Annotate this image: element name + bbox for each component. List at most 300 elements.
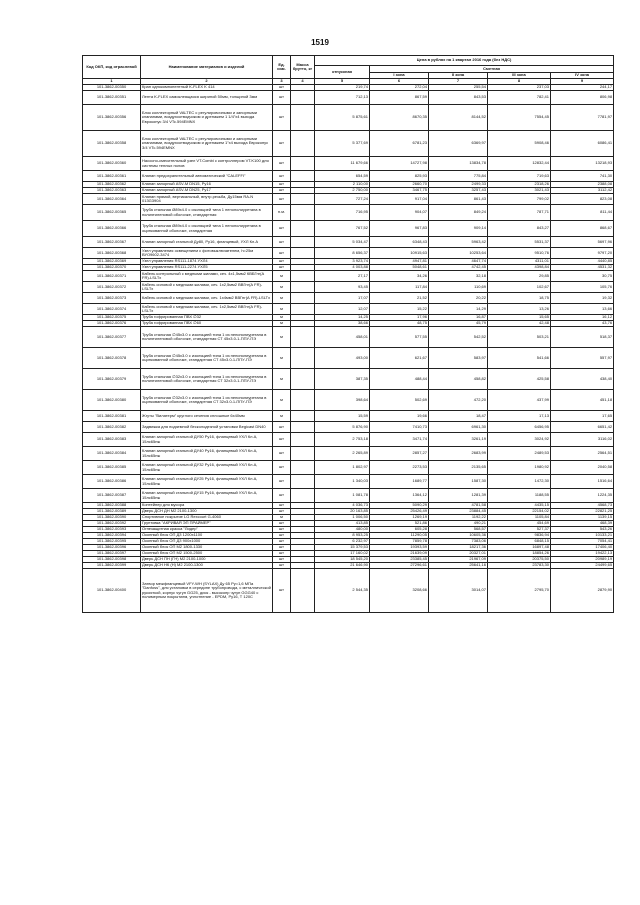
header-zone-3: III зона bbox=[488, 73, 551, 79]
price-release: 1 802,97 bbox=[315, 461, 370, 475]
price-zone-4: 6651,42 bbox=[551, 422, 614, 433]
price-release: 5 034,47 bbox=[315, 237, 370, 248]
price-zone-2: 18217,36 bbox=[429, 545, 488, 551]
item-name: Клапан запорный ASV-M DN15, Ру16 bbox=[141, 182, 273, 188]
item-code: 101-3862-00393 bbox=[83, 527, 141, 533]
item-mass bbox=[291, 461, 315, 475]
price-zone-4: 3112,42 bbox=[551, 188, 614, 194]
item-name: Дверь ДСН НК (Н) М2 2100-1300 bbox=[141, 563, 273, 569]
item-name: Труба гофрированная ПВХ ∅60 bbox=[141, 321, 273, 327]
item-code: 101-3862-00356 bbox=[83, 105, 141, 131]
price-zone-2: 542,52 bbox=[429, 327, 488, 348]
item-code: 101-3862-00375 bbox=[83, 315, 141, 321]
price-zone-1: 7410,73 bbox=[370, 422, 429, 433]
price-release: 2 753,18 bbox=[315, 433, 370, 447]
item-unit: шт bbox=[273, 447, 291, 461]
price-zone-4: 5697,96 bbox=[551, 237, 614, 248]
price-zone-4: 2564,51 bbox=[551, 447, 614, 461]
table-row bbox=[83, 171, 614, 182]
price-release: 11 679,66 bbox=[315, 157, 370, 171]
item-mass bbox=[291, 327, 315, 348]
item-code: 101-3862-00386 bbox=[83, 475, 141, 489]
price-release: 18 545,20 bbox=[315, 557, 370, 563]
price-zone-3: 2795,70 bbox=[488, 569, 551, 613]
price-zone-3: 102,67 bbox=[488, 282, 551, 293]
price-zone-3: 237,03 bbox=[488, 85, 551, 91]
price-zone-1: 3467,75 bbox=[370, 188, 429, 194]
price-zone-1: 117,84 bbox=[370, 282, 429, 293]
col-number: 2 bbox=[141, 79, 273, 85]
price-release: 15,59 bbox=[315, 411, 370, 422]
item-code: 101-3862-00395 bbox=[83, 539, 141, 545]
item-name: Клапан запорный ASV-M DN25, Ру17 bbox=[141, 188, 273, 194]
item-code: 101-3862-00369 bbox=[83, 259, 141, 265]
price-zone-3: 4311,01 bbox=[488, 259, 551, 265]
item-name: Клапан прямой, вертикальный, внутр.резьба, Ду15мм RA-N 013G3904 bbox=[141, 194, 273, 205]
item-code: 101-3862-00389 bbox=[83, 509, 141, 515]
item-mass bbox=[291, 157, 315, 171]
item-code: 101-3862-00362 bbox=[83, 182, 141, 188]
price-release: 767,52 bbox=[315, 221, 370, 237]
item-code: 101-3862-00384 bbox=[83, 447, 141, 461]
price-zone-4: 741,30 bbox=[551, 171, 614, 182]
table-row bbox=[83, 475, 614, 489]
item-name: Узел управления освещением с фотовыключателем, h=25м ВУО9602-3474 bbox=[141, 248, 273, 259]
price-release: 4 036,73 bbox=[315, 503, 370, 509]
item-unit: шт bbox=[273, 503, 291, 509]
item-name: Труба гофрированная ПВХ ∅32 bbox=[141, 315, 273, 321]
price-release: 219,74 bbox=[315, 85, 370, 91]
price-zone-4: 806,98 bbox=[551, 91, 614, 105]
item-mass bbox=[291, 569, 315, 613]
item-code: 101-3862-00350 bbox=[83, 85, 141, 91]
item-code: 101-3862-00383 bbox=[83, 433, 141, 447]
price-zone-1: 605,28 bbox=[370, 527, 429, 533]
table-row bbox=[83, 569, 614, 613]
price-zone-2: 583,97 bbox=[429, 348, 488, 369]
price-zone-2: 849,24 bbox=[429, 205, 488, 221]
item-name: Блок коллекторный VALTEC с регулировочными и запорными клапанами, воздухоотводчиком и дренажем 1"х4 выхода Евроконус 3/4 VTc.594EMNX bbox=[141, 131, 273, 157]
price-release: 716,95 bbox=[315, 205, 370, 221]
price-release: 387,35 bbox=[315, 369, 370, 390]
item-name: Кабель силовой с медными жилами, сеч. 1х4мм2 ВВГнг(А FR)-LSLTx bbox=[141, 293, 273, 304]
price-zone-4: 557,97 bbox=[551, 348, 614, 369]
price-release: 398,64 bbox=[315, 390, 370, 411]
item-unit: м bbox=[273, 327, 291, 348]
item-code: 101-3862-00368 bbox=[83, 248, 141, 259]
price-zone-3: 425,58 bbox=[488, 369, 551, 390]
item-name: Узел управления RS111-1874 УХЛ4 bbox=[141, 259, 273, 265]
item-unit: п.м. bbox=[273, 205, 291, 221]
price-zone-3: 4398,84 bbox=[488, 265, 551, 271]
price-zone-4: 2879,90 bbox=[551, 569, 614, 613]
item-name: Лента K-FLEX самоклеящаяся шириной 50мм, толщиной 3мм bbox=[141, 91, 273, 105]
table-row bbox=[83, 489, 614, 503]
price-zone-2: 10605,36 bbox=[429, 533, 488, 539]
header-release: отпускная bbox=[315, 66, 370, 79]
item-unit: м bbox=[273, 369, 291, 390]
item-code: 101-3862-00390 bbox=[83, 515, 141, 521]
item-unit: м bbox=[273, 304, 291, 315]
price-zone-4: 1516,64 bbox=[551, 475, 614, 489]
price-zone-2: 1281,39 bbox=[429, 489, 488, 503]
price-release: 413,85 bbox=[315, 521, 370, 527]
item-code: 101-3862-00388 bbox=[83, 503, 141, 509]
price-zone-2: 4742,45 bbox=[429, 265, 488, 271]
item-name: Затвор межфланцевый VFY-WH (SYLAX) Ду 65 Ру=1,6 МПа "Danfoss", для установки в середине трубопровода, с металлической рукояткой, корпус чугун GG25, диск - высокопр чугун GGG40 с полимерным покрытием, уплотнение - EPDM, Ру16, Т 120С bbox=[141, 569, 273, 613]
item-unit: м bbox=[273, 411, 291, 422]
price-release: 2 750,00 bbox=[315, 188, 370, 194]
price-zone-1: 867,59 bbox=[370, 91, 429, 105]
item-name: Труба стальная ∅32х3.0 с изоляцией типа 1 из пенополиуретана в полиэтиленовой оболочке, стандартная СТ 32х3.0-1-ППУ-ПЭ bbox=[141, 369, 273, 390]
price-zone-2: 21967,09 bbox=[429, 557, 488, 563]
item-unit: шт bbox=[273, 461, 291, 475]
price-zone-2: 2499,33 bbox=[429, 182, 488, 188]
item-mass bbox=[291, 447, 315, 461]
price-zone-3: 1188,55 bbox=[488, 489, 551, 503]
price-zone-1: 4947,81 bbox=[370, 259, 429, 265]
item-name: Труба стальная ∅32х3.0 с изоляцией типа 1 из пенополиуретана в оцинкованной оболочке, стандартная СТ 32х3.0-1-ППУ-ПЭ bbox=[141, 390, 273, 411]
price-zone-3: 17,13 bbox=[488, 411, 551, 422]
table-row bbox=[83, 327, 614, 348]
item-code: 101-3862-00374 bbox=[83, 304, 141, 315]
price-zone-4: 1224,35 bbox=[551, 489, 614, 503]
item-name: Дверь ДСН ПН (ГН) М2 2100-1000 bbox=[141, 557, 273, 563]
price-release: 480,00 bbox=[315, 527, 370, 533]
item-mass bbox=[291, 293, 315, 304]
item-mass bbox=[291, 91, 315, 105]
header-mass: Масса брутто, кг bbox=[291, 56, 315, 79]
item-code: 101-3862-00365 bbox=[83, 205, 141, 221]
price-zone-1: 272,04 bbox=[370, 85, 429, 91]
item-unit: шт bbox=[273, 105, 291, 131]
price-release: 6 232,97 bbox=[315, 539, 370, 545]
price-zone-1: 1269,19 bbox=[370, 515, 429, 521]
price-release: 493,00 bbox=[315, 348, 370, 369]
price-zone-4: 2040,58 bbox=[551, 461, 614, 475]
item-unit: шт bbox=[273, 265, 291, 271]
price-zone-4: 823,08 bbox=[551, 194, 614, 205]
table-row bbox=[83, 205, 614, 221]
price-zone-1: 11290,05 bbox=[370, 533, 429, 539]
item-name: Труба стальная ∅45х3.0 с изоляцией типа 1 из пенополиуретана в оцинкованной оболочке, стандартная СТ 45х3.0-1-ППУ-ПЭ bbox=[141, 348, 273, 369]
price-zone-1: 917,04 bbox=[370, 194, 429, 205]
item-mass bbox=[291, 248, 315, 259]
item-code: 101-3862-00387 bbox=[83, 489, 141, 503]
price-zone-4: 1139,15 bbox=[551, 515, 614, 521]
item-unit: м bbox=[273, 515, 291, 521]
item-unit: шт bbox=[273, 509, 291, 515]
item-mass bbox=[291, 433, 315, 447]
item-unit: шт bbox=[273, 157, 291, 171]
item-code: 101-3862-00396 bbox=[83, 545, 141, 551]
item-code: 101-3862-00382 bbox=[83, 422, 141, 433]
table-row bbox=[83, 447, 614, 461]
price-zone-3: 6848,15 bbox=[488, 539, 551, 545]
price-zone-4: 451,18 bbox=[551, 390, 614, 411]
item-code: 101-3862-00394 bbox=[83, 533, 141, 539]
price-zone-1: 2857,27 bbox=[370, 447, 429, 461]
item-mass bbox=[291, 489, 315, 503]
price-release: 14,25 bbox=[315, 315, 370, 321]
item-code: 101-3862-00371 bbox=[83, 271, 141, 282]
price-zone-2: 6369,97 bbox=[429, 131, 488, 157]
header-price-group: Цена в рублях на 1 квартал 2016 года (без НДС) bbox=[315, 56, 614, 66]
col-number: 3 bbox=[273, 79, 291, 85]
item-code: 101-3862-00364 bbox=[83, 194, 141, 205]
price-zone-3: 541,66 bbox=[488, 348, 551, 369]
price-zone-1: 48,75 bbox=[370, 321, 429, 327]
item-mass bbox=[291, 304, 315, 315]
price-release: 1 340,03 bbox=[315, 475, 370, 489]
item-name: Кабель силовой с медными жилами, сеч. 1х2,5мм2 ВВГнг(А FR)-LSLTx bbox=[141, 304, 273, 315]
price-release: 458,01 bbox=[315, 327, 370, 348]
price-release: 5 377,69 bbox=[315, 131, 370, 157]
price-release: 5 875,61 bbox=[315, 105, 370, 131]
item-name: Грунтовка "АКРИВАЯ ЭП ПРАЙМЕР" bbox=[141, 521, 273, 527]
price-zone-4: 22821,25 bbox=[551, 509, 614, 515]
price-zone-4: 244,17 bbox=[551, 85, 614, 91]
table-row bbox=[83, 422, 614, 433]
item-mass bbox=[291, 475, 315, 489]
price-zone-3: 2318,26 bbox=[488, 182, 551, 188]
item-name: Насосно-смесительный узел VT.Combi с контроллером VT.K100 для системы теплых полов bbox=[141, 157, 273, 171]
price-zone-3: 13,26 bbox=[488, 304, 551, 315]
table-row bbox=[83, 433, 614, 447]
item-code: 101-3862-00399 bbox=[83, 563, 141, 569]
price-zone-4: 19,32 bbox=[551, 293, 614, 304]
item-name: Клапан запорный стальной ДУ40 Ру16, фланцевый УХЛ Кл.А, 15лс65нж bbox=[141, 447, 273, 461]
price-zone-1: 6348,43 bbox=[370, 237, 429, 248]
price-zone-2: 843,53 bbox=[429, 91, 488, 105]
price-zone-2: 20327,01 bbox=[429, 551, 488, 557]
price-zone-2: 110,69 bbox=[429, 282, 488, 293]
header-zone-4: IV зона bbox=[551, 73, 614, 79]
item-code: 101-3862-00367 bbox=[83, 237, 141, 248]
item-name: Оконный блок ОП ДЗ 1200х1100 bbox=[141, 533, 273, 539]
item-unit: шт bbox=[273, 221, 291, 237]
price-release: 93,45 bbox=[315, 282, 370, 293]
price-zone-3: 29,85 bbox=[488, 271, 551, 282]
price-zone-4: 2388,08 bbox=[551, 182, 614, 188]
price-zone-2: 32,18 bbox=[429, 271, 488, 282]
price-zone-1: 7859,78 bbox=[370, 539, 429, 545]
price-zone-3: 527,37 bbox=[488, 527, 551, 533]
price-zone-3: 1472,30 bbox=[488, 475, 551, 489]
price-zone-1: 19,66 bbox=[370, 411, 429, 422]
price-zone-1: 17,96 bbox=[370, 315, 429, 321]
price-zone-3: 12832,44 bbox=[488, 157, 551, 171]
item-unit: шт bbox=[273, 563, 291, 569]
item-name: Клапан запорный стальной ДУ15 Ру16, фланцевый УХЛ Кл.А, 15лс65нж bbox=[141, 489, 273, 503]
item-name: Клапан предохранительный автоматический "CALEFFI" bbox=[141, 171, 273, 182]
price-zone-1: 8670,35 bbox=[370, 105, 429, 131]
price-zone-4: 17,65 bbox=[551, 411, 614, 422]
price-zone-1: 521,86 bbox=[370, 521, 429, 527]
item-mass bbox=[291, 205, 315, 221]
item-mass bbox=[291, 221, 315, 237]
price-zone-2: 490,21 bbox=[429, 521, 488, 527]
price-release: 3 923,74 bbox=[315, 259, 370, 265]
price-zone-2: 3014,07 bbox=[429, 569, 488, 613]
item-unit: шт bbox=[273, 433, 291, 447]
item-unit: шт bbox=[273, 131, 291, 157]
item-code: 101-3862-00398 bbox=[83, 557, 141, 563]
price-zone-3: 15,65 bbox=[488, 315, 551, 321]
price-zone-4: 17406,40 bbox=[551, 545, 614, 551]
price-zone-1: 15,22 bbox=[370, 304, 429, 315]
item-unit: шт bbox=[273, 545, 291, 551]
price-zone-1: 3208,66 bbox=[370, 569, 429, 613]
price-zone-4: 16,12 bbox=[551, 315, 614, 321]
price-zone-3: 437,99 bbox=[488, 390, 551, 411]
item-unit: шт bbox=[273, 521, 291, 527]
item-mass bbox=[291, 282, 315, 293]
price-zone-3: 4435,15 bbox=[488, 503, 551, 509]
item-name: Оконный блок ОП М2 1500-2500 bbox=[141, 551, 273, 557]
item-name: Клапан запорный стальной ДУ25 Ру16, фланцевый УХЛ Кл.А, 15лс65нж bbox=[141, 475, 273, 489]
item-name: Клапан запорный стальной ДУ50 Ру16, фланцевый УХЛ Кл.А, 15лс65нж bbox=[141, 433, 273, 447]
price-release: 12,07 bbox=[315, 304, 370, 315]
item-code: 101-3862-00381 bbox=[83, 411, 141, 422]
item-code: 101-3862-00351 bbox=[83, 91, 141, 105]
header-name: Наименование материалов и изделий bbox=[141, 56, 273, 79]
price-release: 1 081,78 bbox=[315, 489, 370, 503]
price-zone-1: 621,67 bbox=[370, 348, 429, 369]
col-number: 5 bbox=[315, 79, 370, 85]
price-zone-4: 13218,93 bbox=[551, 157, 614, 171]
item-code: 101-3862-00377 bbox=[83, 327, 141, 348]
col-number: 6 bbox=[370, 79, 429, 85]
price-zone-2: 18,47 bbox=[429, 411, 488, 422]
price-zone-1: 5090,29 bbox=[370, 503, 429, 509]
item-unit: шт bbox=[273, 422, 291, 433]
item-name: Кабель силовой с медными жилами, сеч. 1х2,5мм2 ВВГнг(А FR)-LSLTx bbox=[141, 282, 273, 293]
price-zone-4: 438,40 bbox=[551, 369, 614, 390]
item-name: Оконный блок ОП ДЗ 900х1000 bbox=[141, 539, 273, 545]
col-number: 7 bbox=[429, 79, 488, 85]
table-row bbox=[83, 390, 614, 411]
price-zone-1: 2660,70 bbox=[370, 182, 429, 188]
price-zone-3: 503,21 bbox=[488, 327, 551, 348]
price-zone-2: 5963,42 bbox=[429, 237, 488, 248]
price-zone-3: 719,63 bbox=[488, 171, 551, 182]
item-code: 101-3862-00385 bbox=[83, 461, 141, 475]
price-zone-4: 868,67 bbox=[551, 221, 614, 237]
price-zone-3: 2489,53 bbox=[488, 447, 551, 461]
price-zone-2: 25641,16 bbox=[429, 563, 488, 569]
table-row bbox=[83, 461, 614, 475]
item-unit: шт bbox=[273, 557, 291, 563]
table-row bbox=[83, 271, 614, 282]
table-row bbox=[83, 157, 614, 171]
item-unit: шт bbox=[273, 85, 291, 91]
price-zone-3: 799,02 bbox=[488, 194, 551, 205]
table-row bbox=[83, 105, 614, 131]
price-release: 27,17 bbox=[315, 271, 370, 282]
price-zone-2: 23884,45 bbox=[429, 509, 488, 515]
table-row bbox=[83, 131, 614, 157]
price-zone-2: 2683,99 bbox=[429, 447, 488, 461]
item-unit: шт bbox=[273, 527, 291, 533]
price-zone-3: 5531,37 bbox=[488, 237, 551, 248]
price-release: 17 160,02 bbox=[315, 551, 370, 557]
price-zone-2: 45,79 bbox=[429, 321, 488, 327]
price-zone-4: 19422,13 bbox=[551, 551, 614, 557]
price-zone-3: 454,69 bbox=[488, 521, 551, 527]
price-zone-1: 10915,63 bbox=[370, 248, 429, 259]
col-number: 8 bbox=[488, 79, 551, 85]
price-zone-2: 3261,19 bbox=[429, 433, 488, 447]
price-zone-3: 3021,43 bbox=[488, 188, 551, 194]
item-name: Спортивное покрытие LG Rexcourt G-4060 bbox=[141, 515, 273, 521]
table-row bbox=[83, 293, 614, 304]
price-zone-1: 825,93 bbox=[370, 171, 429, 182]
price-release: 2 110,00 bbox=[315, 182, 370, 188]
price-zone-3: 16897,48 bbox=[488, 545, 551, 551]
item-mass bbox=[291, 390, 315, 411]
item-unit: м bbox=[273, 390, 291, 411]
item-mass bbox=[291, 237, 315, 248]
price-zone-2: 255,54 bbox=[429, 85, 488, 91]
price-zone-1: 2273,53 bbox=[370, 461, 429, 475]
item-name: Блок коллекторный VALTEC с регулировочными и запорными клапанами, воздухоотводчиком и дренажем 1 1/4"х4 выхода Евроконус 3/4 VTc.594EMNX bbox=[141, 105, 273, 131]
price-zone-4: 543,26 bbox=[551, 527, 614, 533]
price-zone-4: 43,76 bbox=[551, 321, 614, 327]
item-unit: шт bbox=[273, 259, 291, 265]
item-unit: м bbox=[273, 293, 291, 304]
price-zone-3: 23783,30 bbox=[488, 563, 551, 569]
table-row bbox=[83, 348, 614, 369]
header-zone-1: I зона bbox=[370, 73, 429, 79]
item-code: 101-3862-00379 bbox=[83, 369, 141, 390]
price-zone-3: 20375,50 bbox=[488, 557, 551, 563]
price-zone-2: 7383,06 bbox=[429, 539, 488, 545]
price-zone-3: 3024,92 bbox=[488, 433, 551, 447]
price-zone-1: 14727,98 bbox=[370, 157, 429, 171]
price-zone-1: 1364,12 bbox=[370, 489, 429, 503]
price-table bbox=[82, 55, 614, 613]
price-zone-4: 10133,21 bbox=[551, 533, 614, 539]
price-zone-3: 7554,45 bbox=[488, 105, 551, 131]
item-code: 101-3862-00373 bbox=[83, 293, 141, 304]
price-zone-3: 1980,92 bbox=[488, 461, 551, 475]
price-zone-4: 518,37 bbox=[551, 327, 614, 348]
price-zone-3: 1105,84 bbox=[488, 515, 551, 521]
item-unit: шт bbox=[273, 171, 291, 182]
price-zone-4: 4440,85 bbox=[551, 259, 614, 265]
price-zone-4: 4568,73 bbox=[551, 503, 614, 509]
price-zone-2: 4781,58 bbox=[429, 503, 488, 509]
price-zone-3: 9836,94 bbox=[488, 533, 551, 539]
price-zone-2: 3257,43 bbox=[429, 188, 488, 194]
item-name: Оконный блок ОП М2 1800-1330 bbox=[141, 545, 273, 551]
price-zone-2: 775,84 bbox=[429, 171, 488, 182]
item-name: Жгуты "Вилатерм" круглого сечения сплошные 6х40мм bbox=[141, 411, 273, 422]
col-number: 9 bbox=[551, 79, 614, 85]
price-zone-1: 488,44 bbox=[370, 369, 429, 390]
col-number: 4 bbox=[291, 79, 315, 85]
price-zone-2: 458,82 bbox=[429, 369, 488, 390]
price-release: 8 656,37 bbox=[315, 248, 370, 259]
table-row bbox=[83, 282, 614, 293]
item-code: 101-3862-00380 bbox=[83, 390, 141, 411]
price-zone-3: 5908,46 bbox=[488, 131, 551, 157]
item-mass bbox=[291, 194, 315, 205]
price-zone-1: 577,55 bbox=[370, 327, 429, 348]
price-zone-4: 4531,32 bbox=[551, 265, 614, 271]
price-release: 38,66 bbox=[315, 321, 370, 327]
